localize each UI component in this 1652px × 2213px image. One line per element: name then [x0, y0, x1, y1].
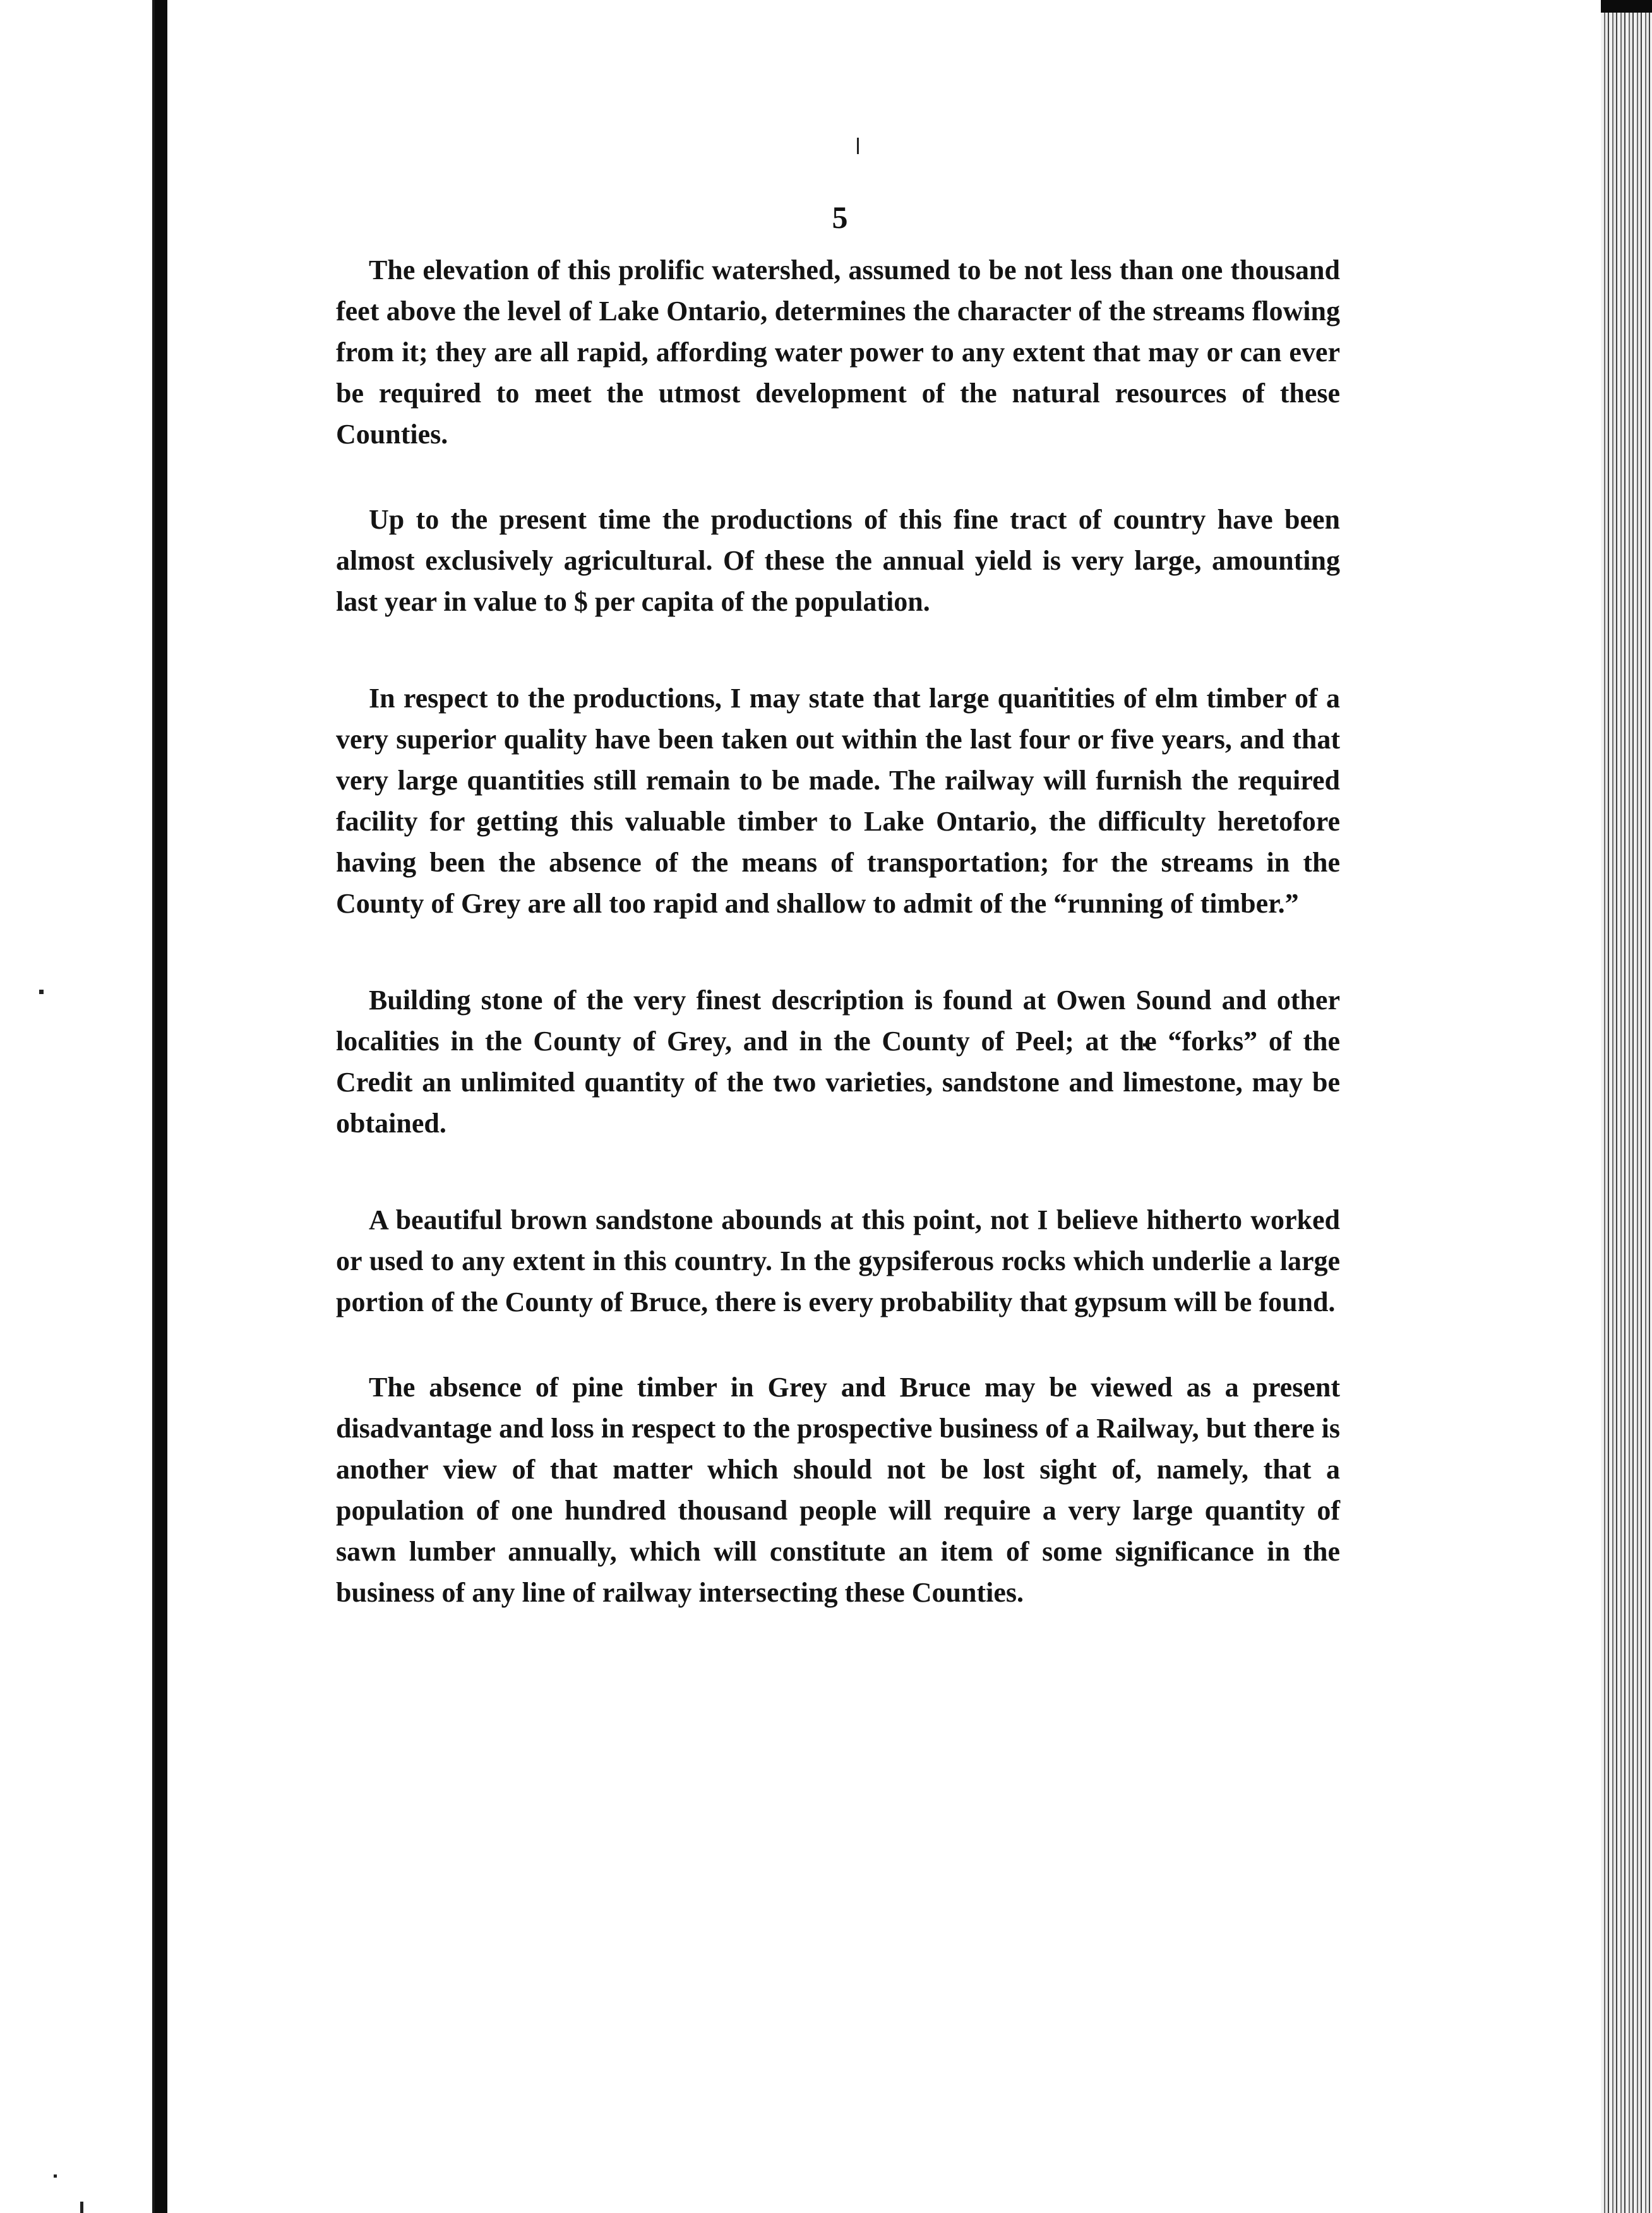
facing-page [0, 0, 155, 2213]
speck-mark [857, 138, 859, 154]
paragraph-elevation: The elevation of this prolific watershed, assumed to be not less than one thousand feet above the level of Lake Ontario, determines the character of the streams flowing from it; they are all rapid, affording water power to any extent that may or can ever be required to meet the utmost development of the natural resources of these Counties. [336, 255, 1340, 450]
speck-mark [54, 2174, 57, 2178]
paragraph-sandstone: A beautiful brown sandstone abounds at this point, not I believe hitherto worked or used to any extent in this country. In the gypsiferous rocks which underlie a large portion of the County of Bruce, there is every probability that gypsum will be found. [336, 1204, 1340, 1317]
page-number: 5 [832, 200, 848, 235]
speck-mark [39, 990, 44, 994]
page-edges [1601, 13, 1652, 2213]
paragraph-timber: In respect to the productions, I may state that large quantities of elm timber of a very superior quality have been taken out within the last four or five years, and that very large quantities still remain to be made. The railway will furnish the required facility for getting this valuable timber to Lake Ontario, the difficulty heretofore having been the absence of the means of transportation; for the streams in the County of Grey are all too rapid and shallow to admit of the “running of timber.” [336, 683, 1340, 919]
paragraph-pine-timber: The absence of pine timber in Grey and Bruce may be viewed as a present disadvantage and loss in respect to the prospective business of a Railway, but there is another view of that matter which should not be lost sight of, namely, that a population of one hundred thousand people will require a very large quantity of sawn lumber annually, which will constitute an item of some significance in the business of any line of railway intersecting these Counties. [336, 1372, 1340, 1608]
body-text [336, 249, 1340, 1613]
paragraph-building-stone: Building stone of the very finest description is found at Owen Sound and other localities in the County of Grey, and in the County of Peel; at the “forks” of the Credit an unlimited quantity of the two varieties, sandstone and limestone, may be obtained. [336, 985, 1340, 1139]
paragraph-productions: Up to the present time the productions of this fine tract of country have been almost exclusively agricultural. Of these the annual yield is very large, amounting last year in value to $ per capita of the population. [336, 504, 1340, 617]
speck-mark [80, 2202, 83, 2213]
